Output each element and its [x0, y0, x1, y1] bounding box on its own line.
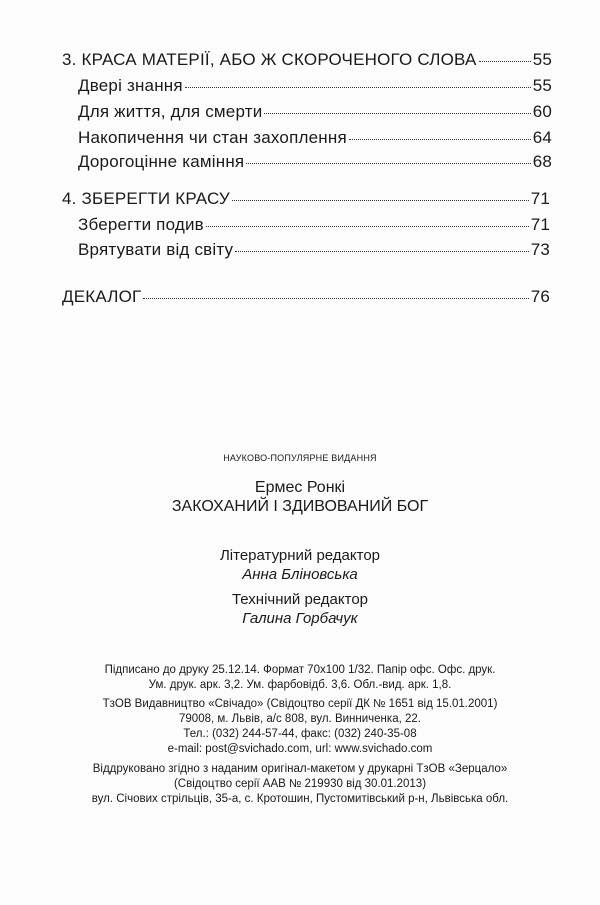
leader-dots	[479, 61, 531, 62]
printer-line: (Свідоцтво серії ААВ № 219930 від 30.01.2013)	[173, 778, 427, 790]
toc-label: 4. ЗБЕРЕГТИ КРАСУ	[62, 189, 230, 208]
publisher-line: Тел.: (032) 244-57-44, факс: (032) 240-35-08	[183, 728, 417, 740]
toc-label: Врятувати від світу	[78, 240, 234, 259]
tech-editor-label: Технічний редактор	[231, 591, 369, 608]
toc-label: Для життя, для смерти	[78, 102, 263, 121]
tech-editor: Галина Горбачук	[242, 610, 358, 627]
toc-label: 3. КРАСА МАТЕРІЇ, АБО Ж СКОРОЧЕНОГО СЛОВА	[62, 50, 477, 69]
leader-dots	[206, 226, 529, 227]
print-specs	[0, 663, 600, 693]
printer-info	[0, 762, 600, 807]
toc-page: 76	[530, 287, 550, 306]
toc-page: 64	[532, 128, 552, 147]
lit-editor-label: Літературний редактор	[219, 547, 381, 564]
toc-label: Двері знання	[78, 76, 183, 95]
leader-dots	[264, 113, 530, 114]
publisher-line: 79008, м. Львів, а/с 808, вул. Винниченка, 22.	[179, 713, 421, 725]
toc-page: 73	[530, 240, 550, 259]
toc-page: 55	[532, 76, 552, 95]
publisher-line: ТзОВ Видавництво «Свічадо» (Свідоцтво серії ДК № 1651 від 15.01.2001)	[102, 698, 498, 710]
toc-label: Дорогоцінне каміння	[78, 152, 245, 171]
printer-line: Віддруковано згідно з наданим оригінал-макетом у друкарні ТзОВ «Зерцало»	[92, 763, 508, 775]
print-line: Підписано до друку 25.12.14. Формат 70х100 1/32. Папір офс. Офс. друк.	[104, 664, 496, 676]
toc-page: 71	[530, 189, 550, 208]
leader-dots	[246, 163, 530, 164]
toc-entry	[78, 102, 552, 122]
toc-entry	[78, 76, 552, 96]
toc-page: 71	[530, 215, 550, 234]
toc-entry	[78, 240, 550, 260]
leader-dots	[232, 200, 529, 201]
toc-entry	[62, 287, 550, 307]
printer-line: вул. Січових стрільців, 35-а, с. Кротошин, Пустомитівський р-н, Львівська обл.	[91, 793, 509, 805]
toc-entry	[62, 50, 552, 70]
print-line: Ум. друк. арк. 3,2. Ум. фарбовідб. 3,6. Обл.-вид. арк. 1,8.	[148, 679, 452, 691]
leader-dots	[185, 87, 531, 88]
toc-page: 55	[532, 50, 552, 69]
toc-page: 60	[532, 102, 552, 121]
toc-entry	[78, 128, 552, 148]
leader-dots	[143, 298, 528, 299]
toc-label: Накопичення чи стан захоплення	[78, 128, 347, 147]
genre-label: НАУКОВО-ПОПУЛЯРНЕ ВИДАННЯ	[223, 453, 377, 463]
toc-entry	[78, 152, 552, 172]
publisher-info	[0, 697, 600, 757]
toc-entry	[62, 189, 550, 209]
toc-label: Зберегти подив	[78, 215, 204, 234]
book-title: ЗАКОХАНИЙ І ЗДИВОВАНИЙ БОГ	[171, 498, 429, 515]
publisher-line: e-mail: post@svichado.com, url: www.svichado.com	[167, 743, 433, 755]
toc-page: 68	[532, 152, 552, 171]
author: Ермес Ронкі	[254, 479, 346, 496]
lit-editor: Анна Бліновська	[242, 566, 358, 583]
toc-label: ДЕКАЛОГ	[62, 287, 142, 306]
toc-entry	[78, 215, 550, 235]
leader-dots	[349, 139, 531, 140]
leader-dots	[235, 251, 528, 252]
